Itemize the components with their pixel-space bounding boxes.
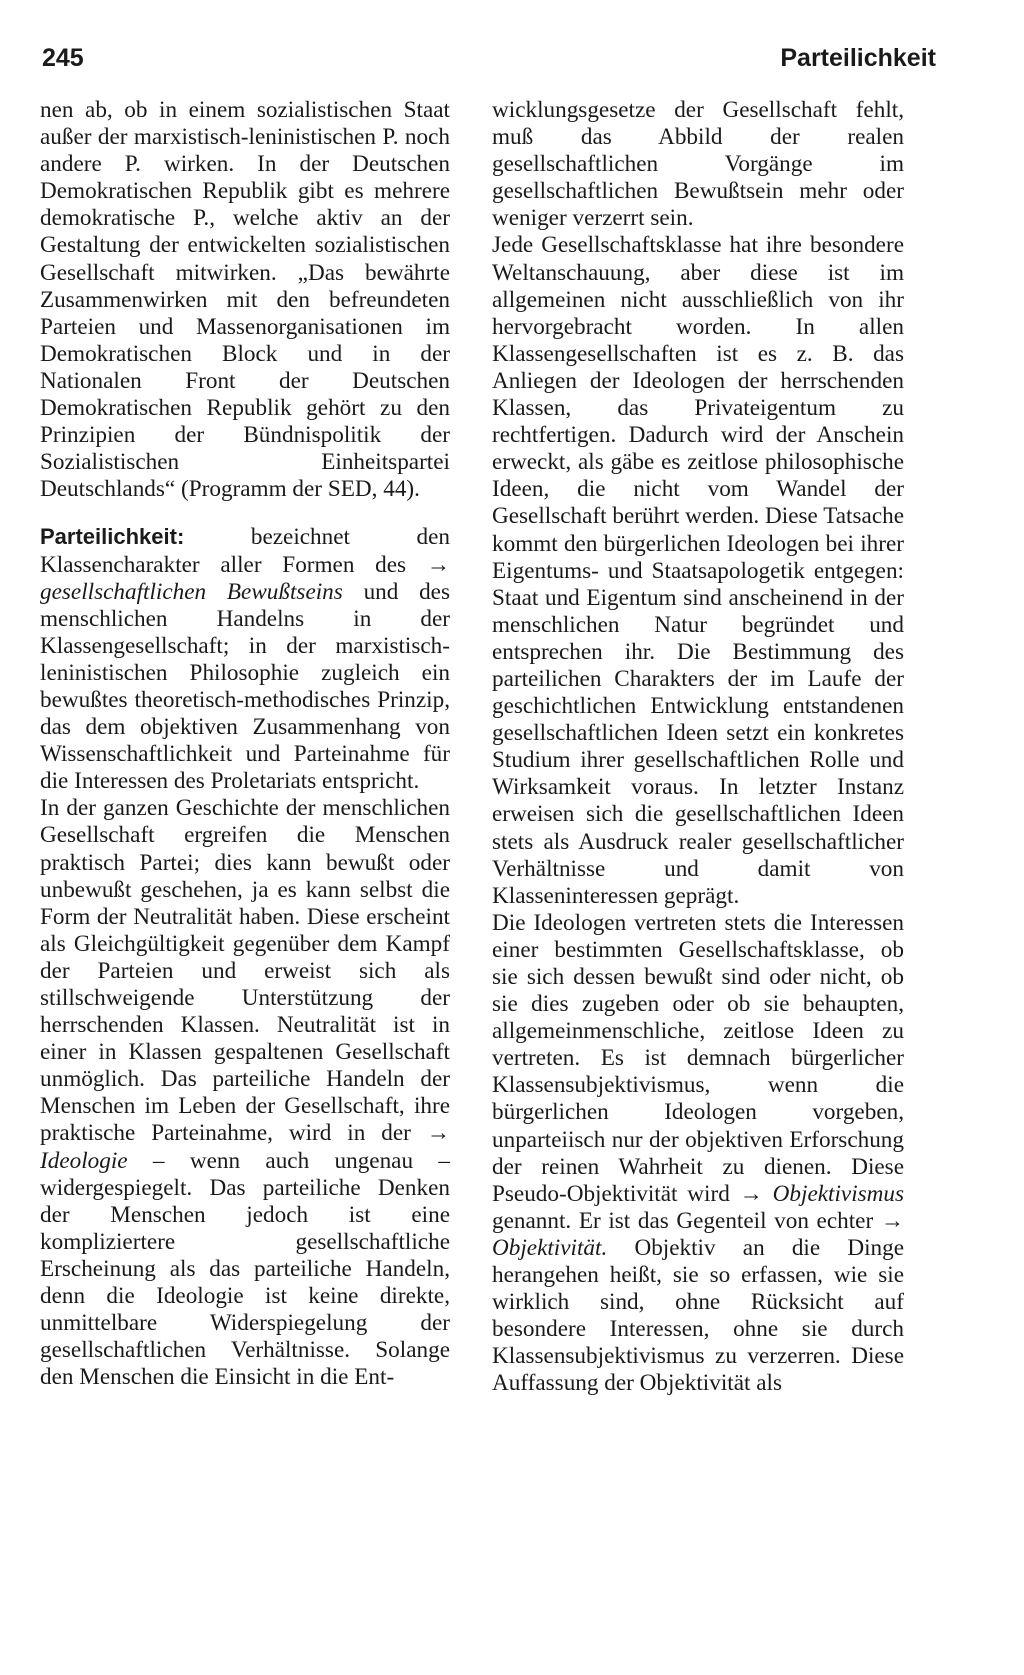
body-paragraph [40, 795, 450, 1391]
cross-reference-link[interactable]: Objektivismus [772, 1180, 905, 1207]
definition-text: bezeichnet den Klassencharakter aller Formen des [40, 524, 451, 578]
body-paragraph: Jede Gesellschaftsklasse hat ihre besondere Weltanschauung, aber diese ist im allgemeinen nicht ausschließlich von ihr hervorgebracht worden. In allen Klassengesellschaften ist es z. B. das Anliegen der Ideologen der herrschenden Klassen, das Privateigentum zu rechtfertigen. Dadurch wird der Anschein erweckt, als gäbe es zeitlose philosophische Ideen, die nicht vom Wandel der Gesellschaft berührt werden. Diese Tatsache kommt den bürgerlichen Ideologen bei ihrer Eigentums- und Staatsapologetik entgegen: Staat und Eigentum sind anscheinend in der menschlichen Natur begründet und entsprechen ihr. Die Bestimmung des parteilichen Charakters der im Laufe der geschichtlichen Entwicklung entstandenen gesellschaftlichen Ideen setzt ein konkretes Studium ihrer gesellschaftlichen Rolle und Wirksamkeit voraus. In letzter Instanz erweisen sich die gesellschaftlichen Ideen stets als Ausdruck realer gesellschaftlicher Verhältnisse und damit von Klasseninteressen geprägt. [492, 232, 904, 909]
body-text: In der ganzen Geschichte der menschlichen Gesellschaft ergreifen die Menschen praktisch Partei; dies kann bewußt oder unbewußt geschehen, ja es kann selbst die Form der Neutralität haben. Diese erscheint als Gleichgültigkeit gegenüber dem Kampf der Parteien und erweist sich als stillschweigende Unterstützung der herrschenden Klassen. Neutralität ist in einer in Klassen gespaltenen Gesellschaft unmöglich. Das parteiliche Handeln der Menschen im Leben der Gesellschaft, ihre praktische Parteinahme, wird in der [40, 795, 450, 1147]
left-column [40, 97, 450, 1391]
entry-term: Parteilichkeit: [40, 524, 185, 550]
cross-reference-link[interactable]: Ideologie [40, 1147, 128, 1174]
entry-definition-paragraph [40, 523, 450, 795]
definition-text: und des menschlichen Handelns in der Klassengesellschaft; in der marxistisch-leninistischen Philosophie zugleich ein bewußtes theoretisch-methodisches Prinzip, das dem objektiven Zusammenhang von Wissenschaftlichkeit und Parteinahme für die Interessen des Proletariats entspricht. [40, 578, 450, 795]
page-number: 245 [42, 44, 84, 72]
body-text: genannt. Er ist das Gegenteil von echter [492, 1207, 874, 1234]
body-paragraph [492, 910, 904, 1398]
right-column [492, 97, 904, 1398]
cross-reference-link[interactable]: Objektivität. [492, 1234, 608, 1261]
cross-reference-arrow-icon: → [739, 1180, 763, 1207]
cross-reference-arrow-icon: → [426, 551, 450, 578]
body-text: Die Ideologen vertreten stets die Interessen einer bestimmten Gesellschaftsklasse, ob sie sich dessen bewußt sind oder nicht, ob sie dies zugeben oder ob sie behaupten, allgemeinmenschliche, zeitlose Ideen zu vertreten. Es ist demnach bürgerlicher Klassensubjektivismus, wenn die bürgerlichen Ideologen vorgeben, unparteiisch nur der objektiven Erforschung der reinen Wahrheit zu dienen. Diese Pseudo-Objektivität wird [492, 909, 904, 1207]
cross-reference-arrow-icon: → [880, 1207, 904, 1234]
body-text: – wenn auch ungenau – widergespiegelt. Das parteiliche Denken der Menschen jedoch ist eine kompliziertere gesellschaftliche Erscheinung als das parteiliche Handeln, denn die Ideologie ist keine direkte, unmittelbare Widerspiegelung der gesellschaftlichen Verhältnisse. Solange den Menschen die Einsicht in die Ent- [40, 1147, 450, 1391]
body-paragraph: wicklungsgesetze der Gesellschaft fehlt, muß das Abbild der realen gesellschaftlichen Vorgänge im gesellschaftlichen Bewußtsein mehr oder weniger verzerrt sein. [492, 97, 904, 232]
cross-reference-arrow-icon: → [426, 1120, 450, 1147]
body-text: Objektiv an die Dinge herangehen heißt, sie so erfassen, wie sie wirklich sind, ohne Rücksicht auf besondere Interessen, ohne sie durch Klassensubjektivismus zu verzerren. Diese Auffassung der Objektivität als [492, 1234, 905, 1397]
running-title: Parteilichkeit [780, 44, 936, 72]
paragraph-continuation: nen ab, ob in einem sozialistischen Staat außer der marxistisch-leninistischen P. noch andere P. wirken. In der Deutschen Demokratischen Republik gibt es mehrere demokratische P., welche aktiv an der Gestaltung der entwickelten sozialistischen Gesellschaft mitwirken. „Das bewährte Zusammenwirken mit den befreundeten Parteien und Massenorganisationen im Demokratischen Block und in der Nationalen Front der Deutschen Demokratischen Republik gehört zu den Prinzipien der Bündnispolitik der Sozialistischen Einheitspartei Deutschlands“ (Programm der SED, 44). [40, 97, 450, 503]
running-header [42, 38, 936, 78]
cross-reference-link[interactable]: gesellschaftlichen Bewußtseins [40, 578, 343, 605]
